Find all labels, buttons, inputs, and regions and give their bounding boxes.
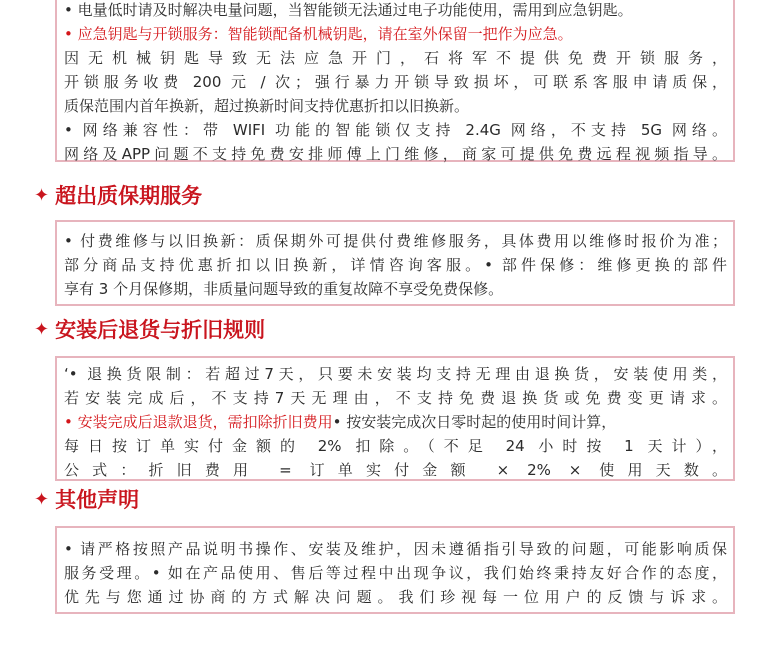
text-line: 部分商品支持优惠折扣以旧换新，详情咨询客服。• 部件保修：维修更换的部件 [64,256,727,274]
section-title: 超出质保期服务 [55,184,203,208]
section-title: 其他声明 [55,488,140,512]
section-title: 安装后退货与折旧规则 [55,318,266,342]
text-line: • 请严格按照产品说明书操作、安装及维护，因未遵循指引导致的问题，可能影响质保 [64,540,727,558]
other-statement-box [55,526,735,614]
text-line: 服务受理。• 如在产品使用、售后等过程中出现争议，我们始终秉持友好合作的态度， [64,564,727,582]
section-heading-return-depreciation [34,314,265,344]
text-line: 若安装完成后，不支持7天无理由，不支持免费退换货或免费变更请求。 [64,389,727,407]
text-line: • 网络兼容性：带 WIFI 功能的智能锁仅支持 2.4G 网络，不支持 5G 网络。 [64,121,727,139]
text-line: 网络及APP问题不支持免费安排师傅上门维修，商家可提供免费远程视频指导。 [64,145,727,163]
diamond-star-icon: ✦ [34,318,50,340]
text-line: 公式：折旧费用 = 订单实付金额 × 2% × 使用天数。 [64,461,727,479]
section-heading-other-statement [34,484,139,514]
text-line: 因无机械钥匙导致无法应急开门，石将军不提供免费开锁服务， [64,49,727,67]
return-depreciation-box [55,356,735,481]
text-line: 开锁服务收费 200 元 / 次；强行暴力开锁导致损坏，可联系客服申请质保， [64,73,727,91]
text-line: • 电量低时请及时解决电量问题，当智能锁无法通过电子功能使用，需用到应急钥匙。 [64,1,633,19]
warranty-notes-box [55,0,735,162]
text-line-mixed [64,410,727,434]
text-line: ‘• 退换货限制：若超过7天，只要未安装均支持无理由退换货，安装使用类， [64,365,727,383]
section-heading-out-of-warranty [34,180,202,210]
refund-depreciation-highlight: • 安装完成后退款退货，需扣除折旧费用 [64,413,333,431]
text-line-emergency-key: • 应急钥匙与开锁服务：智能锁配备机械钥匙，请在室外保留一把作为应急。 [64,25,573,43]
text-line: • 付费维修与以旧换新：质保期外可提供付费维修服务，具体费用以维修时报价为准； [64,232,727,250]
diamond-star-icon: ✦ [34,488,50,510]
diamond-star-icon: ✦ [34,184,50,206]
out-of-warranty-box [55,220,735,306]
text-line: 享有 3 个月保修期，非质量问题导致的重复故障不享受免费保修。 [64,280,504,298]
text-line: 优先与您通过协商的方式解决问题。我们珍视每一位用户的反馈与诉求。 [64,588,727,606]
text-span: • 按安装完成次日零时起的使用时间计算， [332,413,617,431]
text-line: 每日按订单实付金额的 2% 扣除。（不足 24 小时按 1 天计）， [64,437,727,455]
text-line: 质保范围内首年换新，超过换新时间支持优惠折扣以旧换新。 [64,97,470,115]
